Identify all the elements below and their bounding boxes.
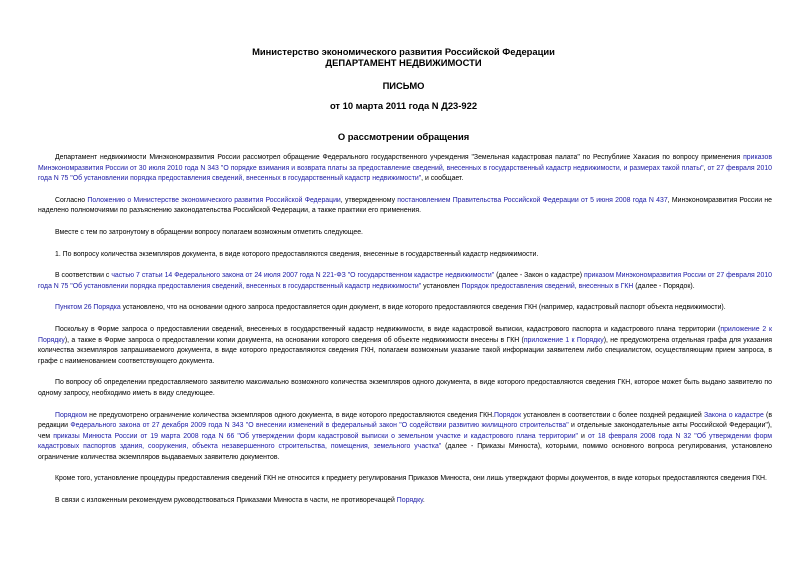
link-procedure-b[interactable]: Порядком bbox=[55, 411, 87, 419]
paragraph-6: Пунктом 26 Порядка установлено, что на основании одного запроса предоставляется один документ, в виде которого предоставляются сведения ГКН (например, кадастровый паспорт объекта недвижимости). bbox=[55, 304, 726, 312]
link-minjust-order-32[interactable]: от 18 февраля 2008 года N 32 "Об утверждении форм кадастровых паспортов здания, сооружения, объекта незавершенного строительства, помещения, земельного участка" bbox=[38, 432, 772, 451]
paragraph-3: Вместе с тем по затронутому в обращении вопросу полагаем возможным отметить следующее. bbox=[55, 228, 363, 236]
link-government-decree-437[interactable]: постановлением Правительства Российской Федерации от 5 июня 2008 года N 437 bbox=[397, 196, 668, 204]
link-cadastre-law[interactable]: Закона о кадастре bbox=[703, 411, 764, 419]
link-appendix-2[interactable]: приложение 2 к Порядку bbox=[38, 325, 772, 344]
paragraph-9: Порядком не предусмотрено ограничение количества экземпляров одного документа, в виде которого предоставляются сведения ГКН.Порядок установлен в соответствии с более поздней редакцией Закона о кадастре (в редакции Федерального закона от 27 декабря 2009 года N 343 "О внесении изменений в федеральный закон "О содействии развитию жилищного строительства" и отдельные законодательные акты Российской Федерации"), чем приказы Минюста России от 19 марта 2008 года N 66 "Об утверждении форм кадастровой выписки о земельном участке и кадастрового плана территории" и от 18 февраля 2008 года N 32 "Об утверждении форм кадастровых паспортов здания, сооружения, объекта незавершенного строительства, помещения, земельного участка" (далее - Приказы Минюста), которыми, помимо основного вопроса регулирования, установлено ограничение количества экземпляров выдаваемых заявителю документов. bbox=[38, 411, 772, 461]
issuer-ministry: Министерство экономического развития Российской Федерации bbox=[252, 46, 555, 57]
document-body bbox=[38, 153, 772, 518]
issuer-department: ДЕПАРТАМЕНТ НЕДВИЖИМОСТИ bbox=[325, 57, 482, 68]
link-order-75[interactable]: от 27 февраля 2010 года N 75 "Об установлении порядка предоставления сведений, внесенных в государственный кадастр недвижимости" bbox=[38, 164, 772, 183]
paragraph-4: 1. По вопросу количества экземпляров документа, в виде которого предоставляются сведения, внесенные в государственный кадастр недвижимости. bbox=[55, 250, 539, 258]
paragraph-11: В связи с изложенным рекомендуем руководствоваться Приказами Минюста в части, не противоречащей Порядку. bbox=[55, 497, 425, 505]
link-procedure-c[interactable]: Порядок bbox=[494, 411, 522, 419]
paragraph-1: Департамент недвижимости Минэкономразвития России рассмотрел обращение Федерального государственного учреждения "Земельная кадастровая палата" по Республике Хакасия по вопросу применения приказов Минэкономразвития России от 30 июля 2010 года N 343 "О порядке взимания и возврата платы за предоставление сведений, внесенных в государственный кадастр недвижимости, и размерах такой платы", от 27 февраля 2010 года N 75 "Об установлении порядка предоставления сведений, внесенных в государственный кадастр недвижимости", и сообщает. bbox=[38, 154, 772, 183]
link-procedure[interactable]: Порядок предоставления сведений, внесенных в ГКН bbox=[461, 282, 634, 290]
paragraph-10: Кроме того, установление процедуры предоставления сведений ГКН не относится к предмету регулирования Приказов Минюста, они лишь утверждают формы документов, в виде которых предоставляются сведения ГКН. bbox=[55, 475, 767, 483]
link-order-343[interactable]: приказов Минэкономразвития России от 30 июля 2010 года N 343 "О порядке взимания и возврата платы за предоставление сведений, внесенных в государственный кадастр недвижимости, и размерах такой платы" bbox=[38, 154, 772, 172]
link-law-221-fz[interactable]: частью 7 статьи 14 Федерального закона от 24 июля 2007 года N 221-ФЗ "О государственном кадастре недвижимости" bbox=[111, 272, 495, 280]
link-federal-law-343[interactable]: Федерального закона от 27 декабря 2009 года N 343 "О внесении изменений в федеральный закон "О содействии развитию жилищного строительства" bbox=[70, 422, 569, 430]
paragraph-8: По вопросу об определении предоставляемого заявителю максимально возможного количества экземпляров одного документа, в виде которого предоставляются сведения ГКН, которое может быть выдано заявителю по одному запросу, необходимо иметь в виду следующее. bbox=[38, 379, 772, 397]
document-subject: О рассмотрении обращения bbox=[337, 131, 470, 142]
paragraph-2: Согласно Положению о Министерстве экономического развития Российской Федерации, утвержденному постановлением Правительства Российской Федерации от 5 июня 2008 года N 437, Минэкономразвития России не наделено полномочиями по разъяснению законодательства Российской Федерации, а также практики его применения. bbox=[38, 196, 772, 215]
link-ministry-regulation[interactable]: Положению о Министерстве экономического развития Российской Федерации bbox=[87, 196, 341, 204]
link-appendix-1[interactable]: приложение 1 к Порядку bbox=[523, 336, 604, 344]
link-minjust-order-66[interactable]: приказы Минюста России от 19 марта 2008 года N 66 "Об утверждении форм кадастровой выписки о земельном участке и кадастрового плана территории" bbox=[53, 432, 578, 440]
document-type: ПИСЬМО bbox=[382, 80, 425, 91]
link-procedure-item-26[interactable]: Пунктом 26 Порядка bbox=[55, 304, 121, 312]
paragraph-5: В соответствии с частью 7 статьи 14 Федерального закона от 24 июля 2007 года N 221-ФЗ "О государственном кадастре недвижимости" (далее - Закон о кадастре) приказом Минэкономразвития России от 27 февраля 2010 года N 75 "Об установлении порядка предоставления сведений, внесенных в государственный кадастр недвижимости" установлен Порядок предоставления сведений, внесенных в ГКН (далее - Порядок). bbox=[38, 272, 772, 290]
paragraph-7: Поскольку в Форме запроса о предоставлении сведений, внесенных в государственный кадастр недвижимости, в виде кадастровой выписки, кадастрового паспорта и кадастрового плана территории (приложение 2 к Порядку), а также в Форме запроса о предоставлении копии документа, на основании которого сведения об объекте недвижимости внесены в ГКН (приложение 1 к Порядку), не предусмотрена отдельная графа для указания количества экземпляров запрашиваемого документа, в виде которого предоставляются сведения ГКН, полагаем возможным указание такой информации заявителем либо специалистом, осуществляющим прием запроса, в графе с наименованием соответствующего документа. bbox=[38, 325, 772, 365]
link-procedure-d[interactable]: Порядку bbox=[396, 497, 423, 505]
link-order-75-b[interactable]: приказом Минэкономразвития России от 27 февраля 2010 года N 75 "Об установлении порядка предоставления сведений, внесенных в государственный кадастр недвижимости" bbox=[38, 272, 772, 290]
document-date-number: от 10 марта 2011 года N Д23-922 bbox=[329, 100, 478, 111]
